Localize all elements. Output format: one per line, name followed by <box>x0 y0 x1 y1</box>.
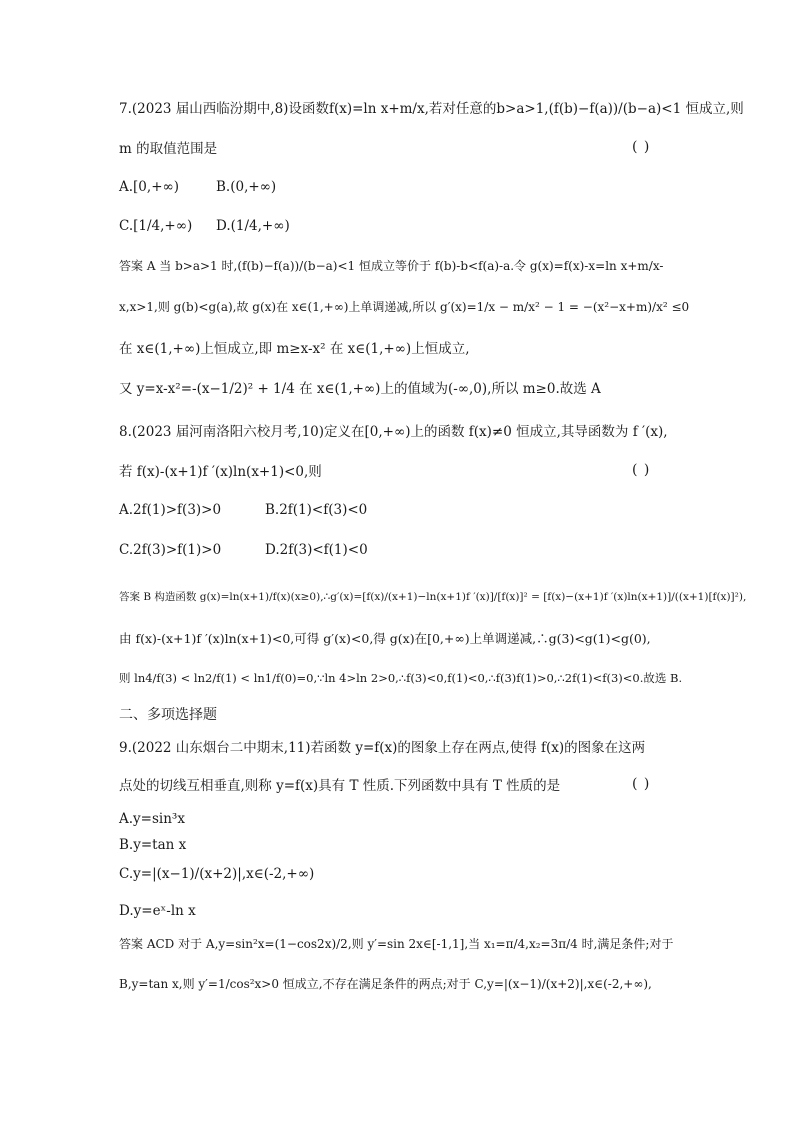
q8-option-a: A.2f(1)>f(3)>0 <box>119 502 222 518</box>
q9-answer-paren: ( ) <box>632 776 651 792</box>
q9-option-a: A.y=sin³x <box>119 811 185 827</box>
q7-stem-line1: 7.(2023 届山西临汾期中,8)设函数f(x)=ln x+m/x,若对任意的b>a>1,(f(b)−f(a))/(b−a)<1 恒成立,则 <box>119 101 744 117</box>
q9-option-b: B.y=tan x <box>119 837 187 853</box>
q9-stem-line1: 9.(2022 山东烟台二中期末,11)若函数 y=f(x)的图象上存在两点,使得 f(x)的图象在这两 <box>119 740 646 756</box>
q9-option-d: D.y=eˣ-ln x <box>119 903 196 919</box>
q8-option-b: B.2f(1)<f(3)<0 <box>265 502 368 518</box>
q7-answer-line3: 在 x∈(1,+∞)上恒成立,即 m≥x-x² 在 x∈(1,+∞)上恒成立, <box>119 341 470 357</box>
q8-answer-paren: ( ) <box>632 462 651 478</box>
q8-answer-line3: 则 ln4/f(3) < ln2/f(1) < ln1/f(0)=0,∵ln 4>ln 2>0,∴f(3)<0,f(1)<0,∴f(3)f(1)>0,∴2f(1)<f(3)<0.故选 B. <box>119 671 683 685</box>
q7-answer-paren: ( ) <box>632 139 651 155</box>
q7-answer-line4: 又 y=x-x²=-(x−1/2)² + 1/4 在 x∈(1,+∞)上的值域为(-∞,0),所以 m≥0.故选 A <box>119 381 601 397</box>
q7-option-a: A.[0,+∞) <box>119 179 180 195</box>
q7-stem-line2: m 的取值范围是 <box>119 141 218 157</box>
q8-stem-line2: 若 f(x)-(x+1)f ′(x)ln(x+1)<0,则 <box>119 464 322 480</box>
q8-answer-line2: 由 f(x)-(x+1)f ′(x)ln(x+1)<0,可得 g′(x)<0,得 g(x)在[0,+∞)上单调递减,∴g(3)<g(1)<g(0), <box>119 631 651 646</box>
q9-option-c: C.y=|(x−1)/(x+2)|,x∈(-2,+∞) <box>119 866 315 882</box>
q9-answer-line2: B,y=tan x,则 y′=1/cos²x>0 恒成立,不存在满足条件的两点;对于 C,y=|(x−1)/(x+2)|,x∈(-2,+∞), <box>119 977 652 991</box>
q9-answer-line1: 答案 ACD 对于 A,y=sin²x=(1−cos2x)/2,则 y′=sin 2x∈[-1,1],当 x₁=π/4,x₂=3π/4 时,满足条件;对于 <box>119 937 674 951</box>
q7-option-c: C.[1/4,+∞) <box>119 218 193 234</box>
q8-option-d: D.2f(3)<f(1)<0 <box>265 542 368 558</box>
q7-answer-line2: x,x>1,则 g(b)<g(a),故 g(x)在 x∈(1,+∞)上单调递减,所以 g′(x)=1/x − m/x² − 1 = −(x²−x+m)/x² ≤0 <box>119 300 690 314</box>
q7-option-d: D.(1/4,+∞) <box>216 218 290 234</box>
section-heading: 二、多项选择题 <box>119 707 217 723</box>
q8-option-c: C.2f(3)>f(1)>0 <box>119 542 222 558</box>
q9-stem-line2: 点处的切线互相垂直,则称 y=f(x)具有 T 性质.下列函数中具有 T 性质的是 <box>119 778 561 794</box>
q7-answer-line1: 答案 A 当 b>a>1 时,(f(b)−f(a))/(b−a)<1 恒成立等价于 f(b)-b<f(a)-a.令 g(x)=f(x)-x=ln x+m/x- <box>119 259 664 273</box>
q8-answer-line1: 答案 B 构造函数 g(x)=ln(x+1)/f(x)(x≥0),∴g′(x)=[f(x)/(x+1)−ln(x+1)f ′(x)]/[f(x)]² = [f(x)−(x+1)f ′(x)ln(x+1)]/((x+1)[f(x)]²), <box>119 591 747 603</box>
q7-option-b: B.(0,+∞) <box>216 179 277 195</box>
q8-stem-line1: 8.(2023 届河南洛阳六校月考,10)定义在[0,+∞)上的函数 f(x)≠0 恒成立,其导函数为 f ′(x), <box>119 424 668 440</box>
